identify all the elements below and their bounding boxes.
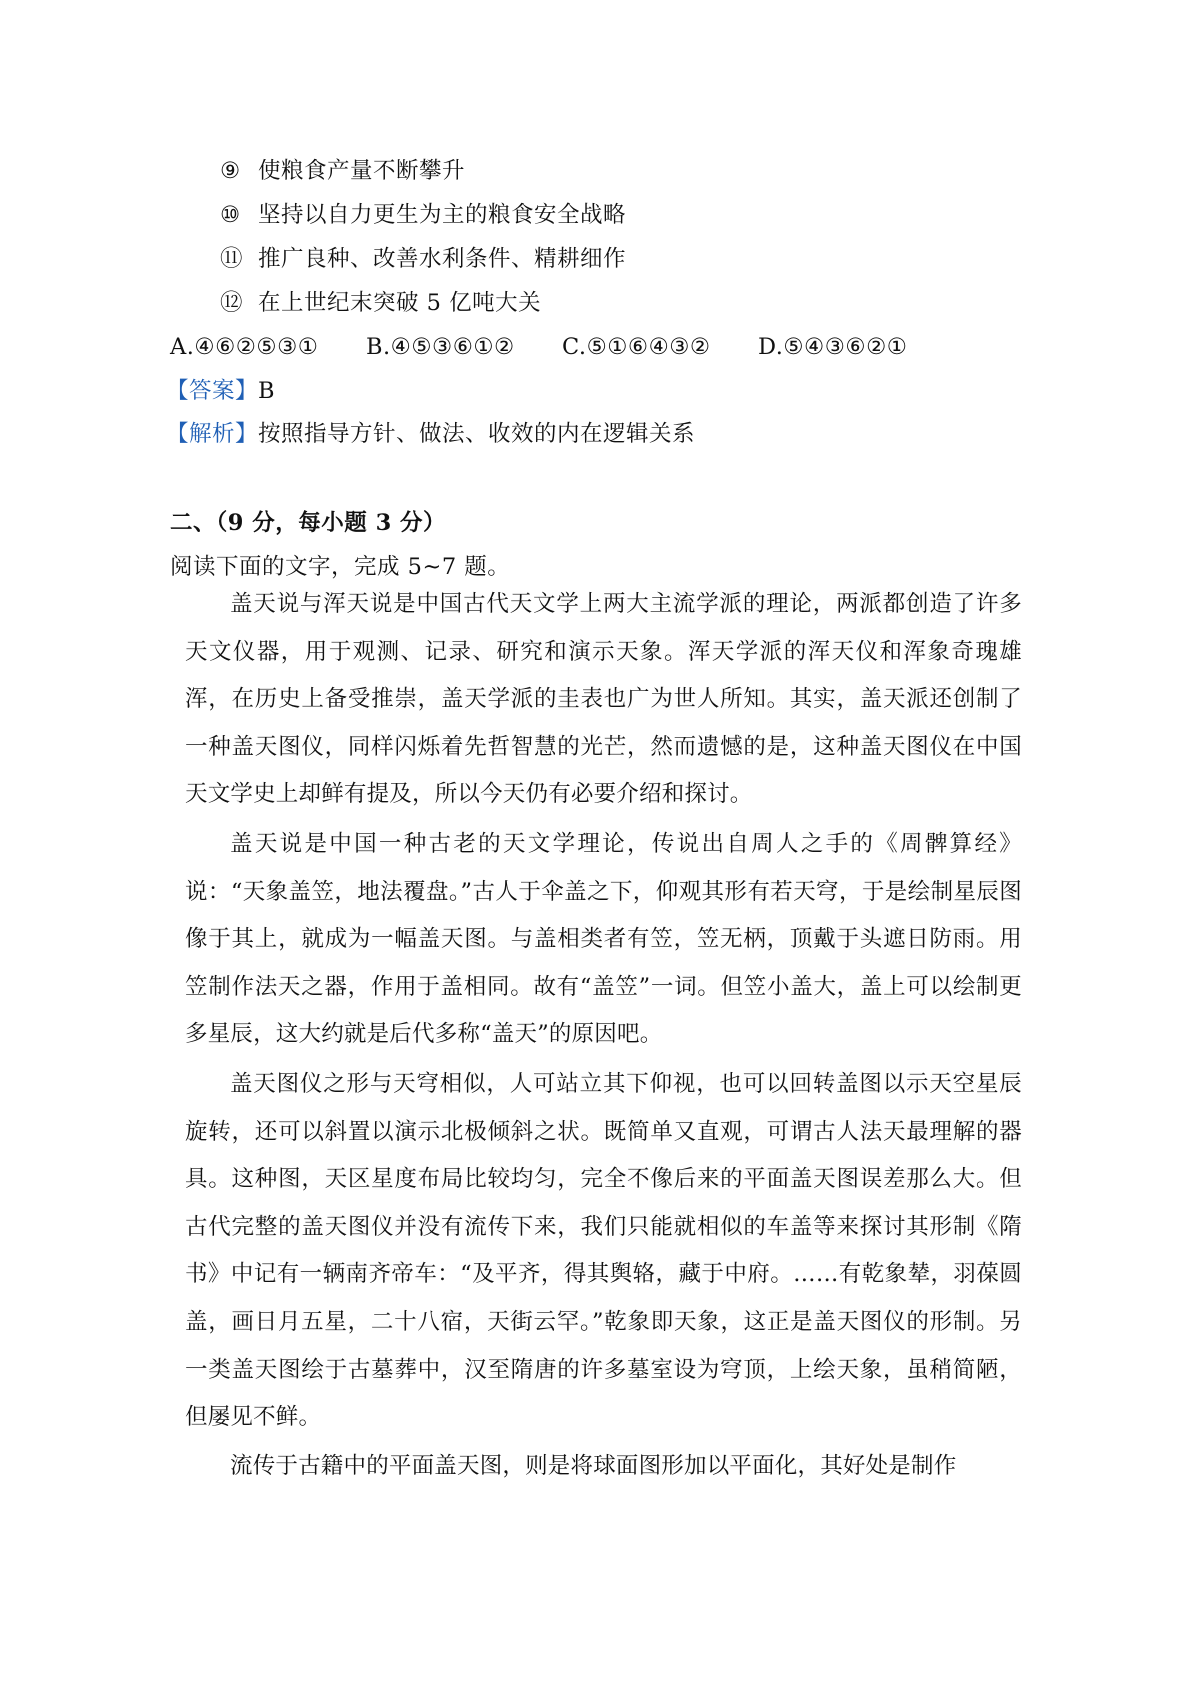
analysis-text: 按照指导方针、做法、收效的内在逻辑关系 [258, 421, 696, 447]
answer-label: 【答案】 [166, 378, 259, 404]
section-heading: 二、（9 分，每小题 3 分） [170, 510, 447, 536]
item-number: ⑩ [220, 202, 241, 228]
section-instruction: 阅读下面的文字，完成 5~7 题。 [170, 554, 511, 580]
list-item [220, 200, 626, 230]
passage-paragraph-4: 流传于古籍中的平面盖天图，则是将球面图形加以平面化，其好处是制作 [230, 1453, 957, 1479]
passage-paragraph-2: 盖天说是中国一种古老的天文学理论，传说出自周人之手的《周髀算经》说：“天象盖笠，地法覆盘。”古人于伞盖之下，仰观其形有若天穹，于是绘制星辰图像于其上，就成为一幅盖天图。与盖相类者有笠，笠无柄，顶戴于头遮日防雨。用笠制作法天之器，作用于盖相同。故有“盖笠”一词。但笠小盖大，盖上可以绘制更多星辰，这大约就是后代多称“盖天”的原因吧。 [185, 831, 1022, 1048]
option-b: B.④⑤③⑥①② [366, 334, 515, 360]
item-text: 推广良种、改善水利条件、精耕细作 [258, 246, 627, 272]
list-item [220, 288, 541, 318]
list-item [220, 156, 465, 186]
analysis-label: 【解析】 [166, 421, 259, 447]
item-text: 坚持以自力更生为主的粮食安全战略 [258, 202, 627, 228]
answer-options [170, 332, 907, 362]
passage-paragraph-1: 盖天说与浑天说是中国古代天文学上两大主流学派的理论，两派都创造了许多天文仪器，用于观测、记录、研究和演示天象。浑天学派的浑天仪和浑象奇瑰雄浑，在历史上备受推崇，盖天学派的圭表也广为世人所知。其实，盖天派还创制了一种盖天图仪，同样闪烁着先哲智慧的光芒，然而遗憾的是，这种盖天图仪在中国天文学史上却鲜有提及，所以今天仍有必要介绍和探讨。 [185, 591, 1022, 808]
item-number: ⑪ [220, 246, 244, 272]
item-number: ⑨ [220, 158, 241, 184]
item-text: 使粮食产量不断攀升 [258, 158, 466, 184]
answer-value: B [258, 378, 276, 404]
list-item [220, 244, 626, 274]
passage-paragraph-3: 盖天图仪之形与天穹相似，人可站立其下仰视，也可以回转盖图以示天空星辰旋转，还可以斜置以演示北极倾斜之状。既简单又直观，可谓古人法天最理解的器具。这种图，天区星度布局比较均匀，完全不像后来的平面盖天图误差那么大。但古代完整的盖天图仪并没有流传下来，我们只能就相似的车盖等来探讨其形制《隋书》中记有一辆南齐帝车：“及平齐，得其舆辂，藏于中府。……有乾象辇，羽葆圆盖，画日月五星，二十八宿，天街云罕。”乾象即天象，这正是盖天图仪的形制。另一类盖天图绘于古墓葬中，汉至隋唐的许多墓室设为穹顶，上绘天象，虽稍简陋，但屡见不鲜。 [185, 1071, 1022, 1431]
option-d: D.⑤④③⑥②① [758, 334, 908, 360]
analysis-line [166, 419, 695, 449]
item-number: ⑫ [220, 290, 244, 316]
option-a: A.④⑥②⑤③① [170, 334, 319, 360]
item-text: 在上世纪末突破 5 亿吨大关 [258, 290, 542, 316]
answer-line [166, 376, 275, 406]
option-c: C.⑤①⑥④③② [562, 334, 711, 360]
